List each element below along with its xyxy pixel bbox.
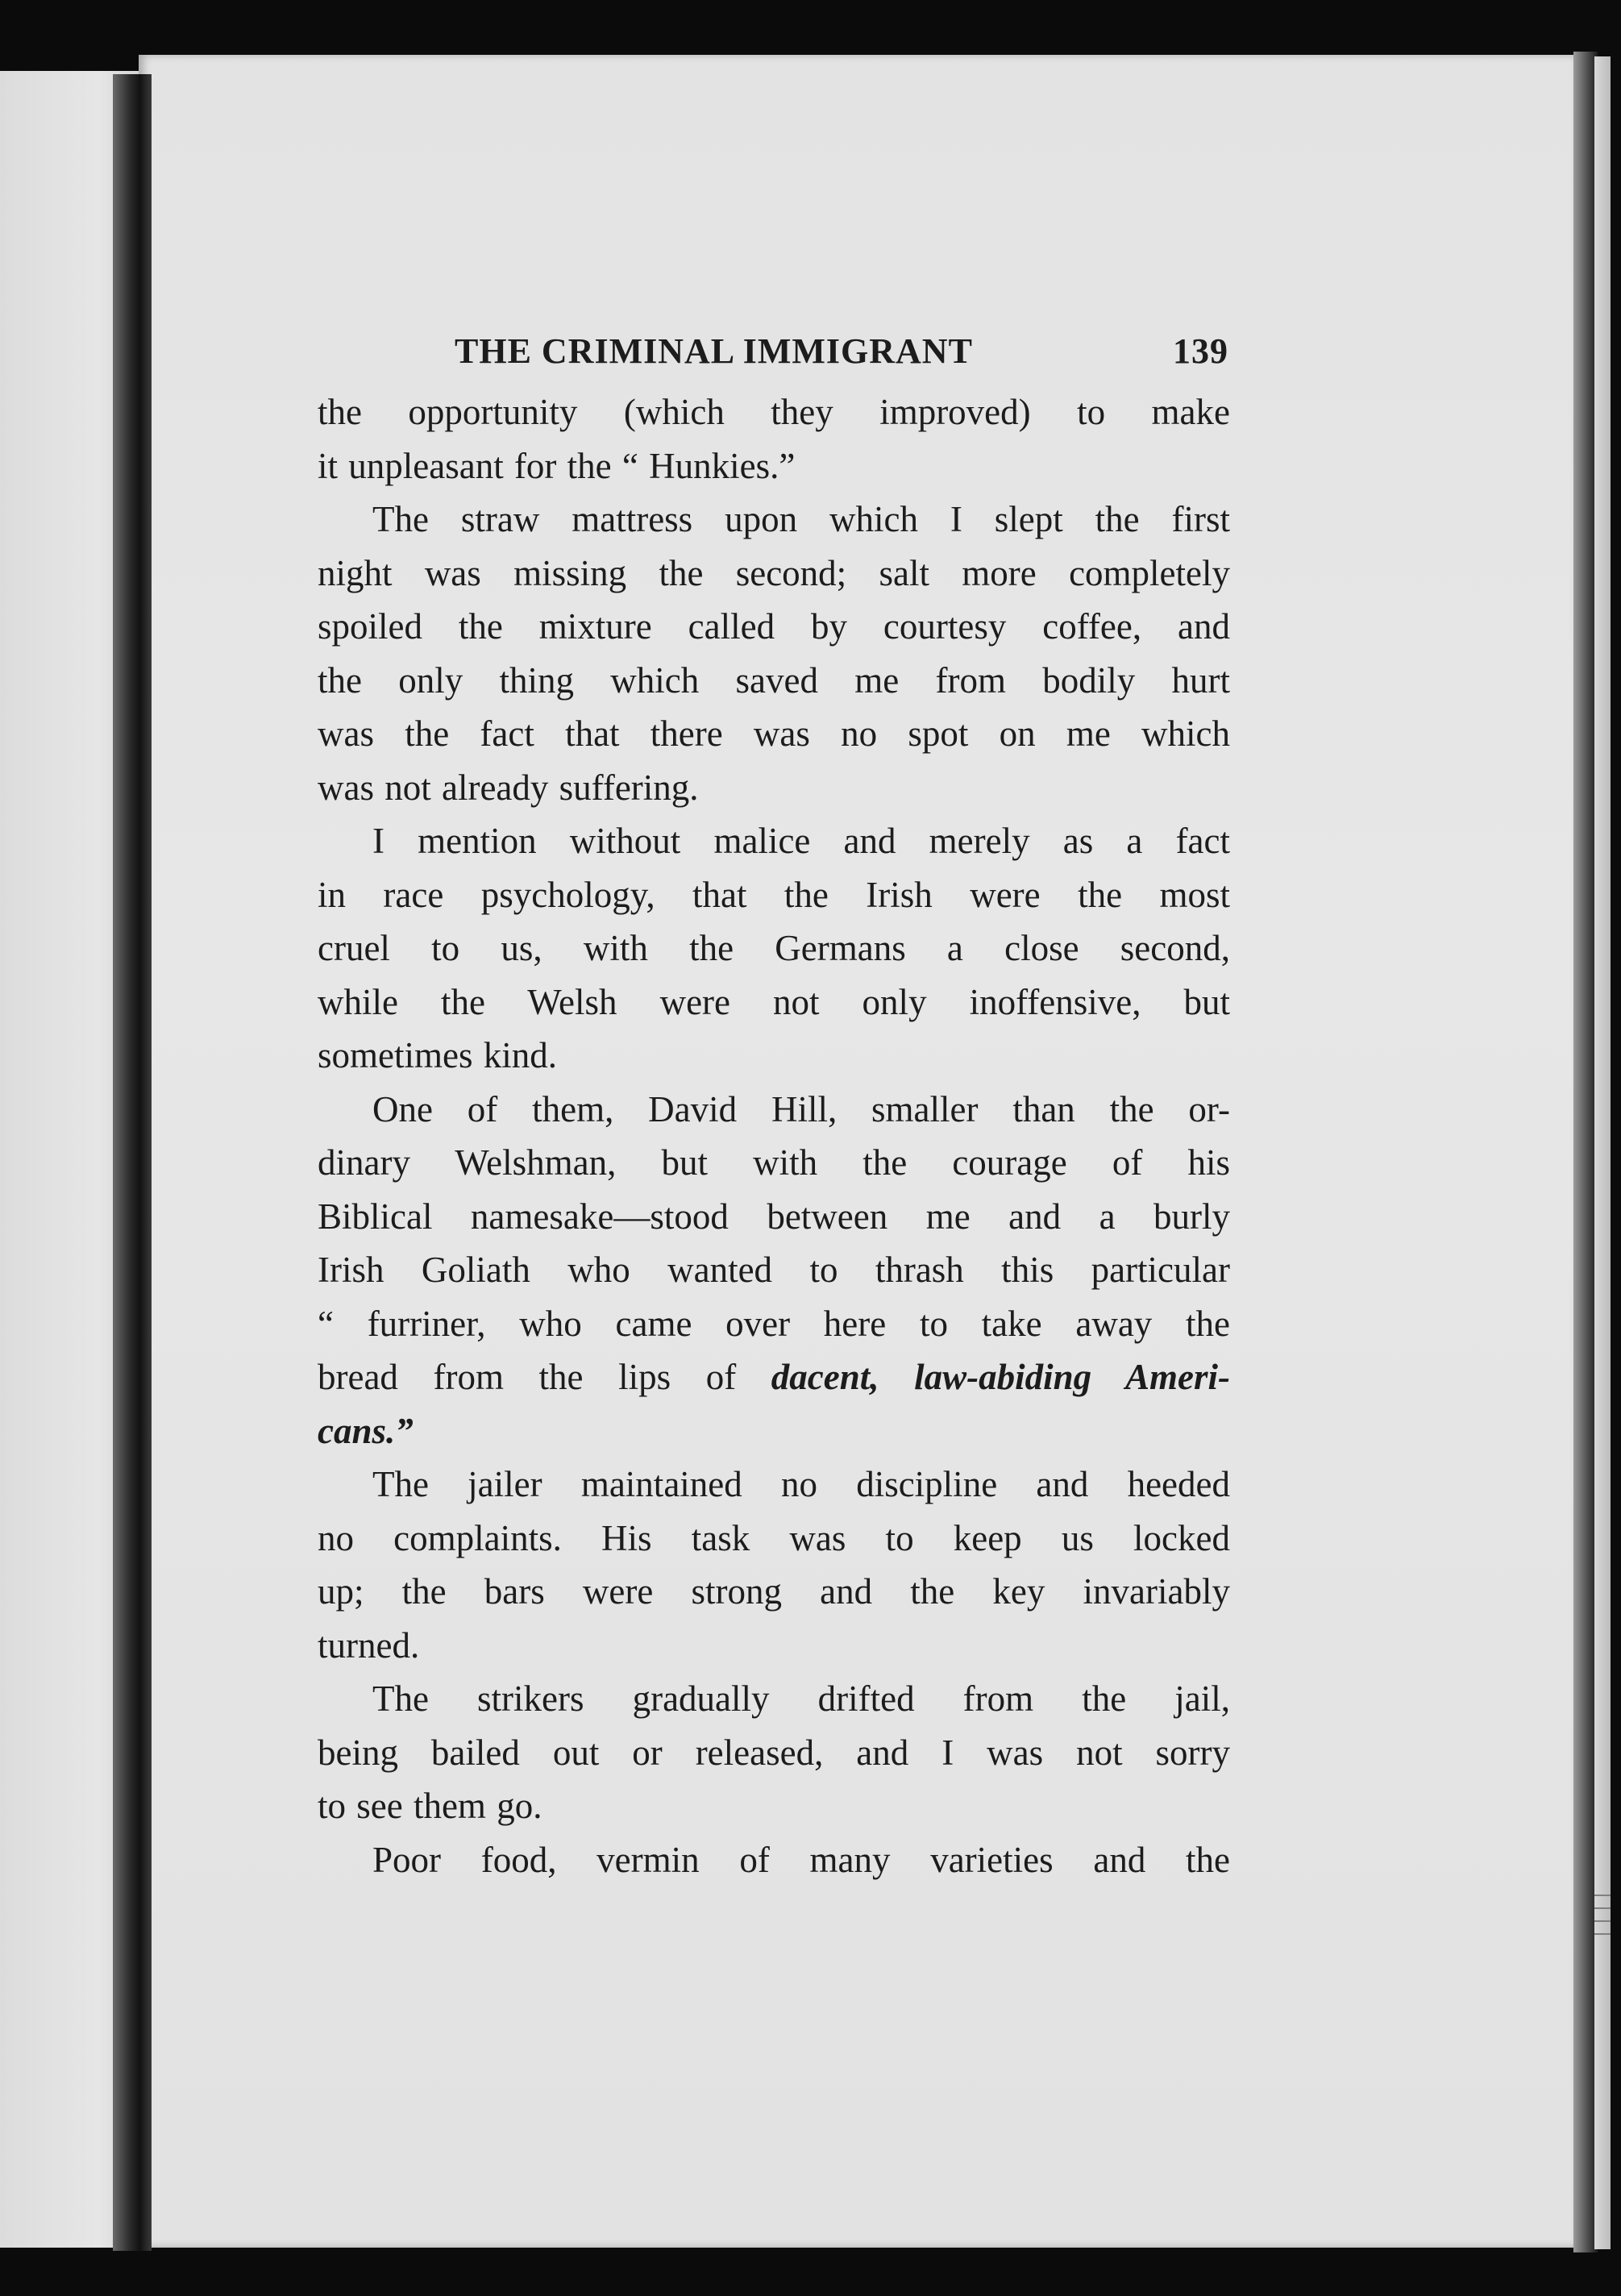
text-line [318, 1136, 1230, 1190]
body-text [318, 385, 1230, 1886]
line-text: was the fact that there was no spot on me which [318, 713, 1230, 754]
text-line [318, 1083, 1230, 1137]
page-text [318, 321, 1230, 1886]
text-line [318, 547, 1230, 601]
line-text: dinary Welshman, but with the courage of his [318, 1142, 1230, 1183]
line-text: One of them, David Hill, smaller than the or- [372, 1088, 1230, 1129]
text-line [318, 439, 1230, 493]
book-gutter [113, 74, 152, 2251]
page-number: 139 [1173, 331, 1228, 371]
text-line [318, 975, 1230, 1029]
line-text: up; the bars were strong and the key invariably [318, 1571, 1230, 1612]
text-line [318, 1243, 1230, 1297]
text-line [318, 1029, 1230, 1083]
line-text: The strikers gradually drifted from the jail, [372, 1678, 1230, 1719]
text-line [318, 600, 1230, 654]
line-text: bread from the lips of [318, 1357, 771, 1397]
line-text: sometimes kind. [318, 1035, 557, 1075]
text-line [318, 1833, 1230, 1887]
text-line [318, 1404, 1230, 1458]
text-line [318, 1779, 1230, 1833]
text-line [318, 707, 1230, 761]
line-text: The straw mattress upon which I slept the first [372, 499, 1230, 539]
text-line [318, 385, 1230, 439]
text-line [318, 1297, 1230, 1351]
line-text: being bailed out or released, and I was not sorry [318, 1732, 1230, 1773]
text-line [318, 1726, 1230, 1780]
line-text: Biblical namesake—stood between me and a burly [318, 1196, 1230, 1237]
line-text: The jailer maintained no discipline and heeded [372, 1464, 1230, 1504]
page-stack-edge [1594, 56, 1611, 2249]
line-text: turned. [318, 1624, 420, 1666]
line-text: no complaints. His task was to keep us locked [318, 1517, 1230, 1558]
line-text: was not already suffering. [318, 767, 699, 808]
line-text: while the Welsh were not only inoffensive, but [318, 981, 1230, 1022]
line-text: “ furriner, who came over here to take away the [318, 1303, 1230, 1344]
line-text: night was missing the second; salt more completely [318, 552, 1230, 593]
line-text: Irish Goliath who wanted to thrash this particular [318, 1250, 1230, 1290]
text-line [318, 1458, 1230, 1512]
text-line [318, 814, 1230, 868]
running-head-title: THE CRIMINAL IMMIGRANT [455, 331, 973, 371]
line-text: cruel to us, with the Germans a close second, [318, 928, 1230, 968]
text-line [318, 1619, 1230, 1673]
line-text: in race psychology, that the Irish were the most [318, 874, 1230, 915]
text-line [318, 1565, 1230, 1619]
text-line [318, 868, 1230, 922]
line-text: I mention without malice and merely as a fact [372, 821, 1230, 861]
text-line [318, 654, 1230, 708]
running-head [455, 321, 1228, 385]
text-line [318, 1190, 1230, 1244]
line-italic-text: cans.” [318, 1410, 414, 1451]
line-text: it unpleasant for the “ Hunkies.” [318, 445, 796, 486]
line-text: spoiled the mixture called by courtesy coffee, and [318, 606, 1230, 647]
line-text: the opportunity (which they improved) to make [318, 392, 1230, 432]
line-italic-text: dacent, law-abiding Ameri- [771, 1357, 1230, 1397]
text-line [318, 1350, 1230, 1404]
text-line [318, 921, 1230, 975]
text-line [318, 493, 1230, 547]
line-text: Poor food, vermin of many varieties and the [372, 1839, 1230, 1880]
line-text: to see them go. [318, 1786, 542, 1826]
line-text: the only thing which saved me from bodily hurt [318, 659, 1230, 701]
text-line [318, 1672, 1230, 1726]
text-line [318, 761, 1230, 815]
text-line [318, 1512, 1230, 1566]
